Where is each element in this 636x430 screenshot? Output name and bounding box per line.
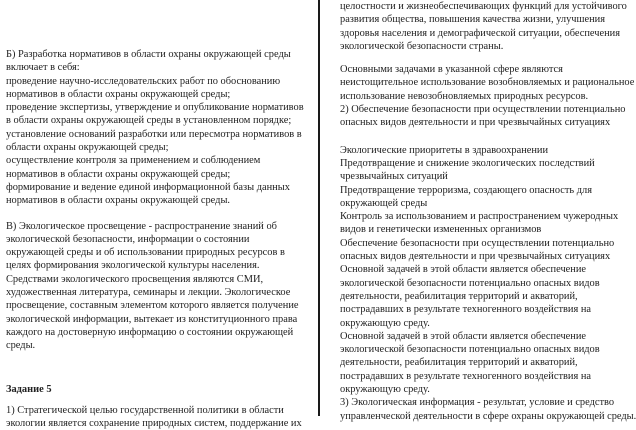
text-line: целостности и жизнеобеспечивающих функций для устойчивого <box>340 1 627 12</box>
text-line: Обеспечение безопасности при осуществлении потенциально <box>340 237 615 249</box>
text-line: Б) Разработка нормативов в области охраны окружающей среды <box>6 49 291 60</box>
text-line: использование невозобновляемых природных ресурсов. <box>340 90 589 102</box>
text-line: Контроль за использованием и распространением чужеродных <box>340 211 619 223</box>
right-column <box>324 0 636 422</box>
paragraph-gap <box>0 396 318 404</box>
text-line: окружающей среды и об использовании природных ресурсов в <box>6 247 285 259</box>
paragraph-gap <box>324 53 635 63</box>
text-line: окружающую среду. <box>340 317 430 329</box>
text-line: пострадавших в результате техногенного воздействия на <box>340 304 592 316</box>
text-line: осуществление контроля за применением и соблюдением <box>6 155 261 167</box>
text-line: видов и генетически измененных организмов <box>340 224 542 236</box>
text-line: Основной задачей в этой области является обеспечение <box>340 264 587 276</box>
paragraph-gap <box>0 208 318 220</box>
text-line: проведение экспертизы, утверждение и опубликование нормативов <box>6 102 304 114</box>
text-line: деятельности, реабилитация территорий и акваторий, <box>340 290 578 302</box>
paragraph-gap <box>0 353 318 383</box>
text-line: каждого на достоверную информацию о состоянии окружающей <box>6 326 294 338</box>
text-line: чрезвычайных ситуаций <box>340 171 448 183</box>
text-line: деятельности, реабилитация территорий и акваторий, <box>340 357 578 369</box>
text-line: 1) Стратегической целью государственной политики в области <box>6 404 284 416</box>
text-line: Предотвращение и снижение экологических последствий <box>340 157 595 169</box>
text-line: формирование и ведение единой информационной базы данных <box>6 181 290 193</box>
text-line: экологической безопасности потенциально опасных видов <box>340 344 600 356</box>
text-line: Экологические приоритеты в здравоохранении <box>340 144 549 156</box>
text-line: области охраны окружающей среды; <box>6 142 169 154</box>
text-line: экологической информации, вытекает из конституционного права <box>6 313 298 325</box>
section-heading: Задание 5 <box>6 383 52 395</box>
text-line: неистощительное использование возобновляемых и рациональное <box>340 77 635 89</box>
text-line: Основной задачей в этой области является обеспечение <box>340 330 587 342</box>
text-line: окружающей среды <box>340 197 428 209</box>
text-line: проведение научно-исследовательских работ по обоснованию <box>6 75 281 87</box>
text-line: управленческой деятельности в сфере охраны окружающей среды. <box>340 410 636 422</box>
text-line: опасных видов деятельности и при чрезвычайных ситуациях <box>340 251 611 263</box>
text-line: целях формирования экологической культуры населения. <box>6 260 260 272</box>
text-line: художественная литература, семинары и лекции. Экологическое <box>6 287 291 299</box>
text-line: экологии является сохранение природных систем, поддержание их <box>6 418 302 430</box>
text-line: 3) Экологическая информация - результат, условие и средство <box>340 397 615 409</box>
text-line: нормативов в области охраны окружающей среды; <box>6 88 231 100</box>
text-line: включает в себя: <box>6 62 80 74</box>
text-line: экологической безопасности, информации о состоянии <box>6 233 250 245</box>
text-line: пострадавших в результате техногенного воздействия на <box>340 370 592 382</box>
text-line: Предотвращение терроризма, создающего опасность для <box>340 184 593 196</box>
text-line: 2) Обеспечение безопасности при осуществлении потенциально <box>340 104 626 116</box>
column-divider <box>318 0 320 416</box>
text-line: Основными задачами в указанной сфере являются <box>340 64 563 76</box>
text-line: здоровья населения и демографической ситуации, обеспечения <box>340 27 621 39</box>
text-line: в области охраны окружающей среды в установленном порядке; <box>6 115 292 127</box>
text-line: экологической безопасности страны. <box>340 40 504 52</box>
text-line: Средствами экологического просвещения являются СМИ, <box>6 273 264 285</box>
text-line: окружающую среду. <box>340 384 430 396</box>
text-line: опасных видов деятельности и при чрезвычайных ситуациях <box>340 117 611 129</box>
text-line: среды. <box>6 340 36 352</box>
paragraph-gap <box>324 130 635 144</box>
text-line: развития общества, повышения качества жизни, улучшения <box>340 14 606 26</box>
text-line: просвещение, составным элементом которого является получение <box>6 300 299 312</box>
paragraph-gap <box>0 0 318 48</box>
text-line: установление оснований разработки или пересмотра нормативов в <box>6 128 302 140</box>
text-line: В) Экологическое просвещение - распространение знаний об <box>6 220 277 232</box>
text-line: нормативов в области охраны окружающей среды. <box>6 195 231 207</box>
text-line: экологической безопасности потенциально опасных видов <box>340 277 600 289</box>
text-line: нормативов в области охраны окружающей среды; <box>6 168 231 180</box>
